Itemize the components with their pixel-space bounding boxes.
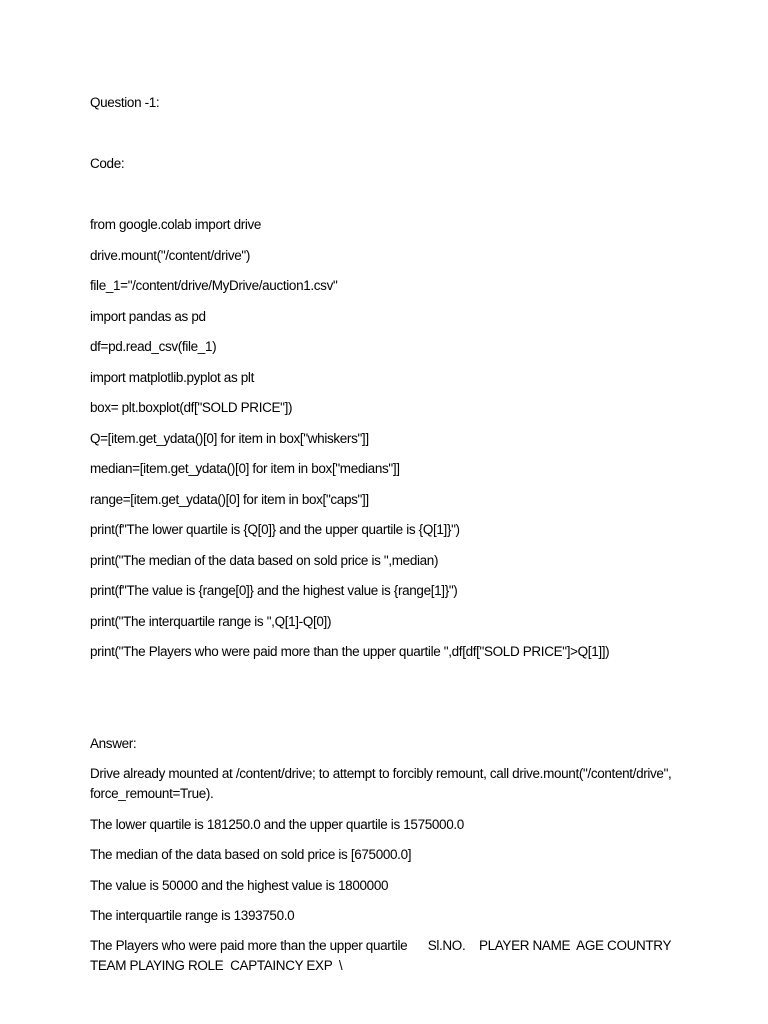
code-line: drive.mount("/content/drive") — [90, 248, 251, 263]
code-line: from google.colab import drive — [90, 217, 262, 232]
code-line: import pandas as pd — [90, 309, 206, 324]
code-line: df=pd.read_csv(file_1) — [90, 339, 217, 354]
code-line: box= plt.boxplot(df["SOLD PRICE"]) — [90, 400, 293, 415]
question-heading: Question -1: — [90, 95, 160, 110]
answer-line: The median of the data based on sold price is [675000.0] — [90, 847, 412, 862]
code-line: range=[item.get_ydata()[0] for item in box["caps"]] — [90, 492, 369, 507]
code-line: print("The median of the data based on sold price is ",median) — [90, 553, 439, 568]
code-line: Q=[item.get_ydata()[0] for item in box["whiskers"]] — [90, 431, 369, 446]
code-line: print("The Players who were paid more than the upper quartile ",df[df["SOLD PRICE"]>Q[1]]) — [90, 644, 610, 659]
answer-line: The Players who were paid more than the upper quartile Sl.NO. PLAYER NAME AGE COUNTRY TEAM PLAYING ROLE CAPTAINCY EXP \ — [90, 938, 681, 973]
code-line: print(f"The lower quartile is {Q[0]} and the upper quartile is {Q[1]}") — [90, 522, 460, 537]
answer-line: The lower quartile is 181250.0 and the upper quartile is 1575000.0 — [90, 817, 464, 832]
code-line: import matplotlib.pyplot as plt — [90, 370, 254, 385]
answer-line: Drive already mounted at /content/drive; to attempt to forcibly remount, call drive.mount("/content/drive", force_remount=True). — [90, 766, 672, 801]
code-heading: Code: — [90, 156, 125, 171]
code-line: file_1="/content/drive/MyDrive/auction1.csv" — [90, 278, 338, 293]
code-line: median=[item.get_ydata()[0] for item in box["medians"]] — [90, 461, 400, 476]
answer-line: The value is 50000 and the highest value is 1800000 — [90, 878, 389, 893]
answer-heading: Answer: — [90, 736, 137, 751]
code-line: print(f"The value is {range[0]} and the highest value is {range[1]}") — [90, 583, 458, 598]
code-line: print("The interquartile range is ",Q[1]-Q[0]) — [90, 614, 332, 629]
answer-line: The interquartile range is 1393750.0 — [90, 908, 295, 923]
